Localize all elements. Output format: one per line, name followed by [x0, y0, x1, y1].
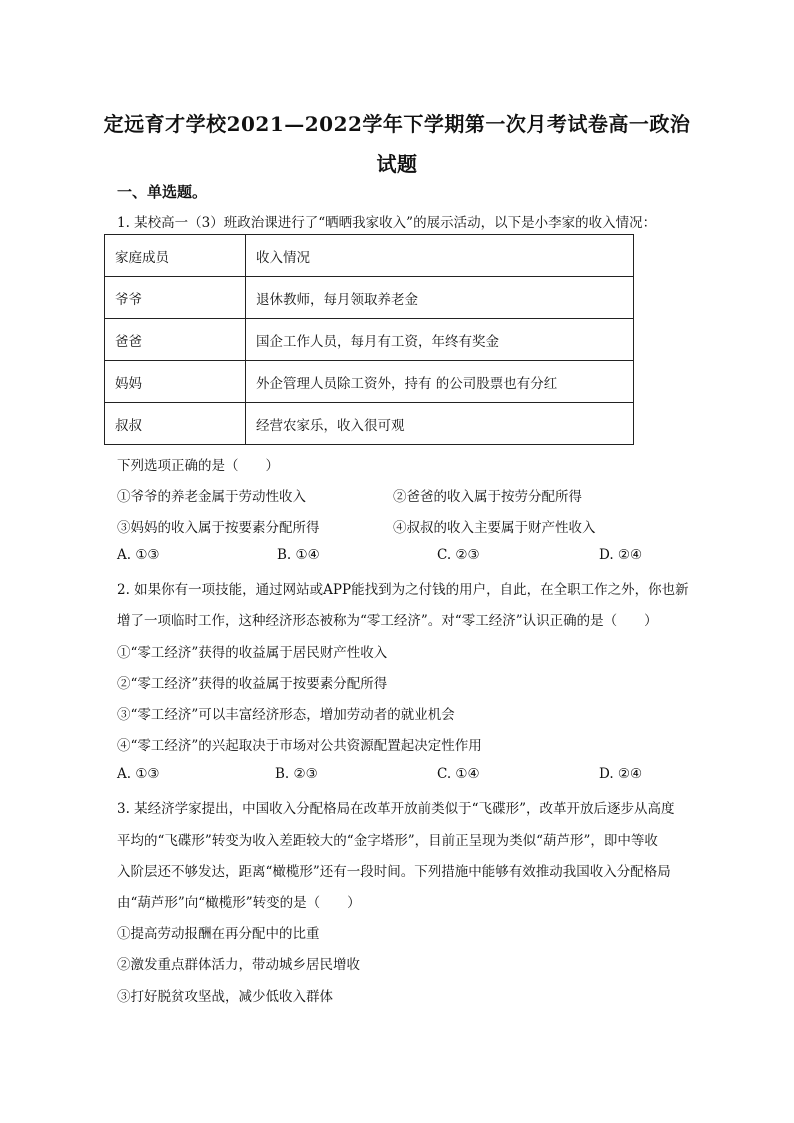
q1-stem: 1. 某校高一（3）班政治课进行了“晒晒我家收入”的展示活动，以下是小李家的收入情况： [117, 215, 657, 231]
table-cell: 爷爷 [105, 277, 246, 319]
q1-item: ④叔叔的收入主要属于财产性收入 [393, 520, 596, 536]
q1-item: ③妈妈的收入属于按要素分配所得 [117, 520, 320, 536]
q2-item: ②“零工经济”获得的收益属于按要素分配所得 [117, 676, 388, 692]
q2-stem: 2. 如果你有一项技能，通过网站或APP能找到为之付钱的用户，自此，在全职工作之外，你也新 [117, 582, 689, 598]
table-cell: 叔叔 [105, 403, 246, 445]
table-cell: 国企工作人员，每月有工资，年终有奖金 [246, 319, 634, 361]
q3-item: ②激发重点群体活力，带动城乡居民增收 [117, 957, 360, 973]
income-table [104, 234, 634, 445]
q3-item: ③打好脱贫攻坚战，减少低收入群体 [117, 989, 333, 1005]
table-cell: 外企管理人员除工资外，持有 的公司股票也有分红 [246, 361, 634, 403]
q2-choice-a: A. ①③ [117, 766, 160, 782]
table-row [105, 319, 634, 361]
exam-title-continued: 试题 [376, 152, 418, 176]
q3-stem: 3. 某经济学家提出，中国收入分配格局在改革开放前类似于“飞碟形”，改革开放后逐步从高度 [117, 801, 675, 817]
table-cell: 经营农家乐，收入很可观 [246, 403, 634, 445]
q2-choice-d: D. ②④ [599, 766, 643, 782]
q1-prompt: 下列选项正确的是（ ） [117, 458, 279, 474]
q1-choice-c: C. ②③ [437, 547, 480, 563]
section-heading: 一、单选题。 [117, 183, 208, 201]
table-row [105, 403, 634, 445]
exam-title: 定远育才学校2021—2022学年下学期第一次月考试卷高一政治 [103, 112, 691, 136]
q2-item: ③“零工经济”可以丰富经济形态，增加劳动者的就业机会 [117, 707, 455, 723]
table-row [105, 235, 634, 277]
q1-choice-a: A. ①③ [117, 547, 160, 563]
q3-stem-continued: 平均的“飞碟形”转变为收入差距较大的“金字塔形”，目前正呈现为类似“葫芦形”，即中等收 [117, 833, 658, 849]
q2-choice-c: C. ①④ [437, 766, 480, 782]
q3-stem-continued: 入阶层还不够发达，距离“橄榄形”还有一段时间。下列措施中能够有效推动我国收入分配格局 [117, 864, 671, 880]
q1-choice-d: D. ②④ [599, 547, 643, 563]
table-cell: 爸爸 [105, 319, 246, 361]
table-row [105, 277, 634, 319]
q2-stem-continued: 增了一项临时工作，这种经济形态被称为“零工经济”。对“零工经济”认识正确的是（ ） [117, 613, 658, 629]
q2-choice-b: B. ②③ [275, 766, 318, 782]
q2-item: ④“零工经济”的兴起取决于市场对公共资源配置起决定性作用 [117, 738, 482, 754]
q2-item: ①“零工经济”获得的收益属于居民财产性收入 [117, 645, 388, 661]
table-cell: 家庭成员 [105, 235, 246, 277]
q3-item: ①提高劳动报酬在再分配中的比重 [117, 926, 320, 942]
q1-choice-b: B. ①④ [277, 547, 320, 563]
q1-item: ②爸爸的收入属于按劳分配所得 [393, 489, 582, 505]
table-cell: 妈妈 [105, 361, 246, 403]
table-row [105, 361, 634, 403]
table-cell: 退休教师，每月领取养老金 [246, 277, 634, 319]
table-cell: 收入情况 [246, 235, 634, 277]
q1-item: ①爷爷的养老金属于劳动性收入 [117, 489, 306, 505]
q3-stem-continued: 由“葫芦形”向“橄榄形”转变的是（ ） [117, 895, 361, 911]
